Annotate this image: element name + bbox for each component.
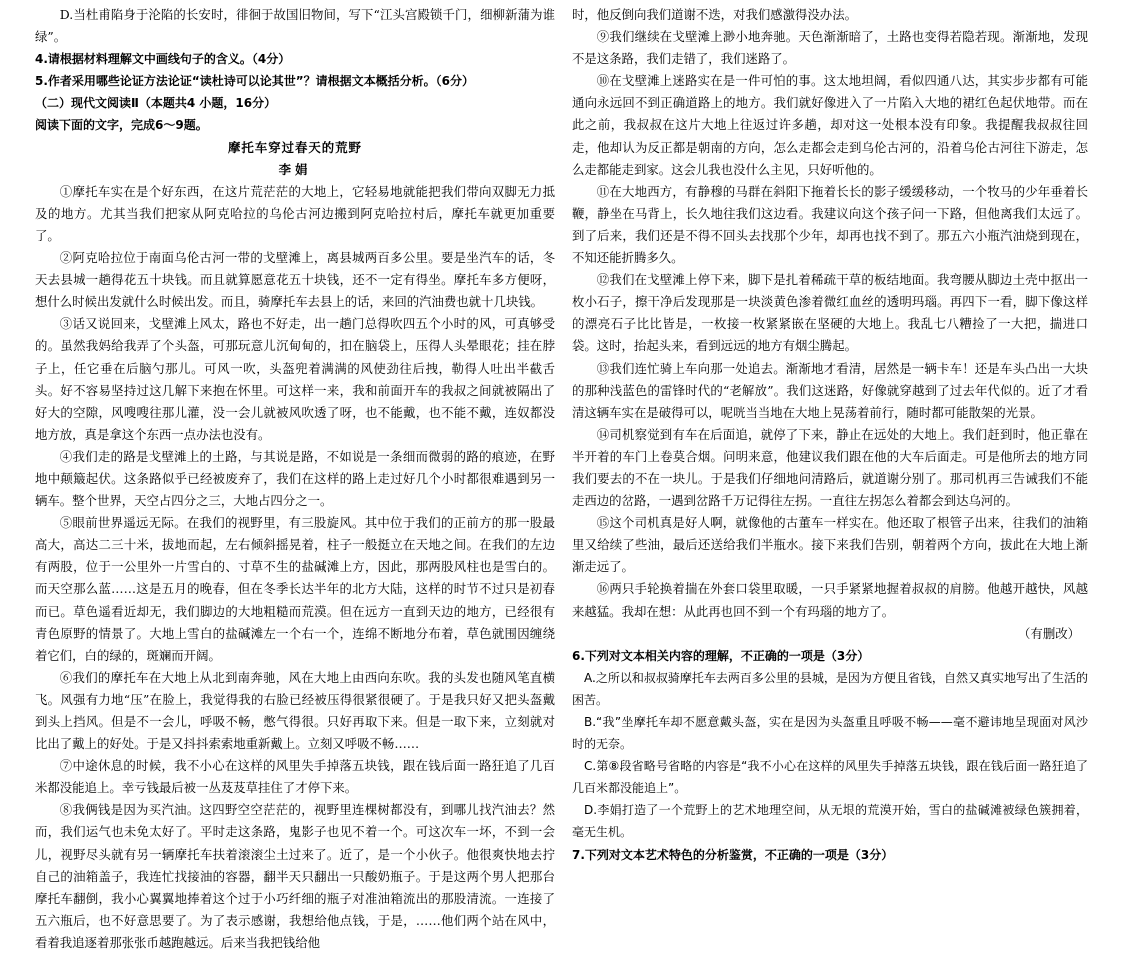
option-d: D.当杜甫陷身于沦陷的长安时，徘徊于故国旧物间，写下“江头宫殿锁千门，细柳新蒲为谁绿”。 [35,7,555,45]
paragraph-7: ⑦中途休息的时候，我不小心在这样的风里失手掉落五块钱，跟在钱后面一路狂追了几百米都没能追上。幸亏钱最后被一丛芨芨草挂住了才停下来。 [35,758,555,796]
paragraph-4: ④我们走的路是戈壁滩上的土路，与其说是路，不如说是一条细而微弱的路的痕迹，在野地中颠簸起伏。这条路似乎已经被废弃了，我们在这样的路上走过好几个小时都很难遇到另一辆车。整个世界，天空占四分之三，大地占四分之一。 [35,448,555,509]
paragraph-8: ⑧我俩钱是因为买汽油。这四野空空茫茫的，视野里连棵树都没有，到哪儿找汽油去？然而，我们运气也未免太好了。平时走这条路，鬼影子也见不着一个。可这次车一坏，不到一会儿，视野尽头就有另一辆摩托车扶着滚滚尘土过来了。近了，是一个小伙子。他很爽快地去拧自己的油箱盖子，我连忙找接油的容器，翻半天只翻出一只酸奶瓶子。于是这两个男人把那台摩托车翻倒，我小心翼翼地捧着这个过于小巧纤细的瓶子对准油箱流出的那股清流。一连接了五六瓶后，也不好意思要了。为了表示感谢，我想给他点钱，于是，……他们两个站在风中，看着我追逐着那张张币越跑越远。后来当我把钱给他 [35,802,555,950]
reading-instruction: 阅读下面的文字，完成6～9题。 [35,118,208,133]
left-column [35,4,555,954]
paragraph-8-continued: 时，他反倒向我们道谢不迭，对我们感激得没办法。 [572,7,857,22]
paragraph-14: ⑭司机察觉到有车在后面追，就停了下来，静止在远处的大地上。我们赶到时，他正靠在半开着的车门上卷莫合烟。问明来意，他建议我们跟在他的大车后面走。可是他所去的地方同我们要去的不在一块儿。于是我们仔细地问清路后，就道谢分别了。那司机再三告诫我们不能走西边的岔路，一遇到岔路千万记得往左拐。一直往左拐怎么着都会到达乌河的。 [572,426,1088,509]
paragraph-15: ⑮这个司机真是好人啊，就像他的古董车一样实在。他还取了根管子出来，往我们的油箱里又给续了些油，最后还送给我们半瓶水。接下来我们告别，朝着两个方向，拔此在大地上渐渐走远了。 [572,515,1088,575]
paragraph-2: ②阿克哈拉位于南面乌伦古河一带的戈壁滩上，离县城两百多公里。要是坐汽车的话，冬天去县城一趟得花五十块钱。而且就算愿意花五十块钱，还不一定有得坐。摩托车多方便呀，想什么时候出发就什么时候出发。而且，骑摩托车去县上的话，来回的汽油费也就十几块钱。 [35,250,555,310]
question-6: 6.下列对文本相关内容的理解，不正确的一项是（3分） [572,648,870,663]
question-6-option-a: A.之所以和叔叔骑摩托车去两百多公里的县城，是因为方便且省钱，自然又真实地写出了生活的困苦。 [572,670,1088,707]
paragraph-13: ⑬我们连忙骑上车向那一处追去。渐渐地才看清，居然是一辆卡车！还是车头凸出一大块的那种浅蓝色的雷锋时代的“老解放”。我们这迷路，好像就穿越到了过去年代似的。近了才看清这辆车实在是破得可以，呢咣当当地在大地上晃荡着前行，随时都可能散架的光景。 [572,360,1088,420]
paragraph-11: ⑪在大地西方，有静穆的马群在斜阳下拖着长长的影子缓缓移动，一个牧马的少年垂着长鞭，静坐在马背上，长久地往我们这边看。我建议向这个孩子问一下路，但他离我们太远了。到了后来，我们还是不得不回头去找那个少年，却再也找不到了。那五六小瓶汽油烧到现在，不知还能折腾多久。 [572,183,1088,266]
question-6-option-b: B.“我”坐摩托车却不愿意戴头盔，实在是因为头盔重且呼吸不畅——毫不避讳地呈现面对风沙时的无奈。 [572,715,1088,752]
article-author: 李娟 [278,161,312,177]
question-4: 4.请根据材料理解文中画线句子的含义。（4分） [35,52,291,67]
paragraph-12: ⑫我们在戈壁滩上停下来，脚下是扎着稀疏干草的板结地面。我弯腰从脚边土壳中抠出一枚小石子，擦干净后发现那是一块淡黄色渗着微红血丝的透明玛瑙。再四下一看，脚下像这样的漂亮石子比比皆是，一枚接一枚紧紧嵌在坚硬的大地上。我乱七八糟捡了一大把，揣进口袋。这时，抬起头来，看到远远的地方有烟尘腾起。 [572,272,1088,354]
question-7: 7.下列对文本艺术特色的分析鉴赏，不正确的一项是（3分） [572,847,894,862]
question-5: 5.作者采用哪些论证方法论证“读杜诗可以论其世”？请根据文本概括分析。（6分） [35,74,475,89]
section-heading: （二）现代文阅读Ⅱ（本题共4 小题，16分） [35,96,277,111]
paragraph-16: ⑯两只手轮换着揣在外套口袋里取暖，一只手紧紧地握着叔叔的肩膀。他越开越快，风越来越猛。我却在想：从此再也回不到一个有玛瑙的地方了。 [572,581,1088,619]
question-6-option-c: C.第⑧段省略号省略的内容是“我不小心在这样的风里失手掉落五块钱，跟在钱后面一路狂追了几百米都没能追上”。 [572,759,1088,796]
source-note: （有删改） [1018,625,1080,641]
paragraph-9: ⑨我们继续在戈壁滩上渺小地奔驰。天色渐渐暗了，土路也变得若隐若现。渐渐地，发现不是这条路，我们走错了，我们迷路了。 [572,29,1088,67]
right-column [572,4,1088,866]
paragraph-10: ⑩在戈壁滩上迷路实在是一件可怕的事。这太地坦阔，看似四通八达，其实步步都有可能通向永远回不到正确道路上的地方。我们就好像进入了一片陷入大地的裙红色起伏地带。而在此之前，我叔叔在这片大地上往返过许多趟，却对这一处根本没有印象。我提醒我叔叔往回走，他却认为反正都是朝南的方向，怎么走都会走到乌伦古河的，沿着乌伦古河往下游走，怎么走都能走到家。这会儿我也没什么主见，只好听他的。 [572,73,1088,177]
article-title: 摩托车穿过春天的荒野 [228,139,362,155]
paragraph-6: ⑥我们的摩托车在大地上从北到南奔驰，风在大地上由西向东吹。我的头发也随风笔直横飞。风强有力地“压”在脸上，我觉得我的右脸已经被压得很紧很硬了。于是我只好又把头盔戴到头上挡风。但是不一会儿，呼吸不畅，憋气得很。只好再取下来。但是一取下来，立刻就对比出了戴上的好处。于是又抖抖索索地重新戴上。立刻又呼吸不畅…… [35,669,555,752]
paragraph-3: ③话又说回来，戈壁滩上风太，路也不好走，出一趟门总得吹四五个小时的风，可真够受的。虽然我妈给我弄了个头盔，可那玩意儿沉甸甸的，扣在脑袋上，压得人头晕眼花；挂在脖子上，任它垂在后脑勺那儿。可风一吹，头盔兜着满满的风使劲往后拽，勒得人吐出半截舌头。好不容易坚持过这几解下来抱在怀里。可这样一来，我和前面开车的我叔之间就被隔出了好大的空隙，风嗖嗖往那儿灌，没一会儿就被风吹透了呀，也不能戴，也不能不戴，连奴都没地方放，真是拿这个东西一点办法也没有。 [35,316,555,442]
question-6-option-d: D.李娟打造了一个荒野上的艺术地理空间，从无垠的荒漠开始，雪白的盐碱滩被绿色簇拥着，毫无生机。 [572,803,1088,840]
paragraph-1: ①摩托车实在是个好东西，在这片荒茫茫的大地上，它轻易地就能把我们带向双脚无力抵及的地方。尤其当我们把家从阿克哈拉的乌伦古河边搬到阿克哈拉村后，摩托车就更加重要了。 [35,183,555,243]
paragraph-5: ⑤眼前世界遥远无际。在我们的视野里，有三股旋风。其中位于我们的正前方的那一股最高大，高达二三十米，拔地而起，左右倾斜摇晃着，柱子一般挺立在天地之间。在我们的左边有两股，位于一公里外一片雪白的、寸草不生的盐碱滩上方，因此，那两股风柱也是雪白的。而天空那么蓝……这是五月的晚春，但在冬季长达半年的北方大陆，这样的时节不过只是初春而已。草色遥看近却无，我们脚边的大地粗糙而荒漠。但在远方一直到天边的地方，已经很有青色原野的情景了。大地上雪白的盐碱滩左一个右一个，连绵不断地分布着，草色就围因缠绕着它们，白的绿的，斑斓而开阔。 [35,515,555,663]
